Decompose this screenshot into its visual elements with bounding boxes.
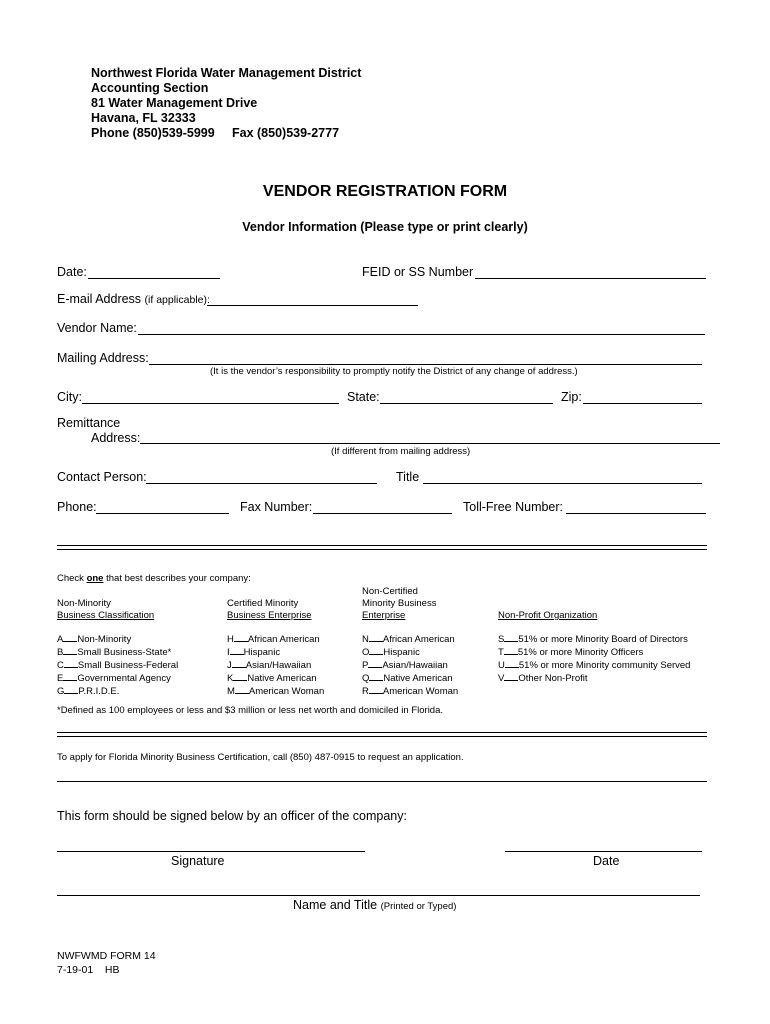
classification-option[interactable] [362, 672, 458, 685]
option-label: Governmental Agency [77, 673, 171, 684]
email-label-text: E-mail Address [57, 292, 142, 306]
classification-option[interactable] [498, 633, 690, 646]
check-one-emphasis: one [86, 573, 104, 584]
option-checkbox-blank[interactable] [64, 685, 78, 694]
state-label: State: [347, 390, 380, 404]
option-code: U [498, 660, 505, 671]
classification-option[interactable] [498, 672, 690, 685]
option-code: M [227, 686, 235, 697]
date-signed-field[interactable] [505, 851, 702, 852]
name-title-label [293, 898, 456, 912]
option-label: 51% or more Minority Officers [517, 647, 644, 658]
option-checkbox-blank[interactable] [505, 659, 519, 668]
classification-option[interactable] [227, 659, 324, 672]
classification-option[interactable] [57, 646, 178, 659]
contact-person-label: Contact Person: [57, 470, 147, 484]
signature-instruction: This form should be signed below by an officer of the company: [57, 809, 407, 823]
mailing-address-note: (It is the vendor’s responsibility to promptly notify the District of any change of address.) [210, 366, 578, 377]
option-label: Hispanic [243, 647, 281, 658]
option-code: I [227, 647, 230, 658]
option-checkbox-blank[interactable] [63, 633, 77, 642]
section-name: Accounting Section [91, 81, 209, 95]
option-checkbox-blank[interactable] [504, 633, 518, 642]
check-pre: Check [57, 573, 87, 584]
option-code: A [57, 634, 64, 645]
date-field[interactable] [88, 278, 220, 279]
email-label [57, 292, 210, 306]
col2-options [227, 633, 324, 698]
col1-heading-1: Non-Minority [57, 598, 111, 609]
footnote: *Defined as 100 employees or less and $3 million or less net worth and domiciled in Florida. [57, 705, 444, 716]
col1-heading-2: Business Classification [57, 610, 155, 621]
option-checkbox-blank[interactable] [504, 672, 518, 681]
option-code: R [362, 686, 369, 697]
option-label: Small Business-Federal [77, 660, 179, 671]
form-subtitle: Vendor Information (Please type or print clearly) [242, 220, 528, 234]
phone-label: Phone: [57, 500, 97, 514]
remittance-label: Remittance [57, 416, 121, 430]
classification-option[interactable] [362, 633, 458, 646]
classification-option[interactable] [57, 633, 178, 646]
option-label: Non-Minority [77, 634, 132, 645]
classification-option[interactable] [227, 633, 324, 646]
form-footer [57, 949, 156, 977]
name-title-note: (Printed or Typed) [380, 901, 457, 912]
option-label: American Woman [248, 686, 325, 697]
email-field[interactable] [207, 305, 418, 306]
form-id: NWFWMD FORM 14 [57, 950, 156, 962]
name-title-field[interactable] [57, 895, 700, 896]
option-label: Other Non-Profit [518, 673, 588, 684]
option-code: E [57, 673, 64, 684]
option-label: Asian/Hawaiian [382, 660, 448, 671]
tollfree-field[interactable] [566, 513, 706, 514]
classification-option[interactable] [498, 659, 690, 672]
classification-option[interactable] [362, 685, 458, 698]
option-code: P [362, 660, 369, 671]
section-divider-2 [57, 732, 707, 737]
col3-options [362, 633, 458, 698]
remittance-address-label: Address: [91, 431, 141, 445]
classification-option[interactable] [57, 659, 178, 672]
classification-option[interactable] [362, 646, 458, 659]
option-label: 51% or more Minority Board of Directors [518, 634, 688, 645]
state-field[interactable] [380, 403, 553, 404]
header-phone: Phone (850)539-5999 [91, 126, 215, 140]
classification-option[interactable] [498, 646, 690, 659]
col3-heading-2: Minority Business [362, 598, 437, 609]
signature-field[interactable] [57, 851, 365, 852]
fax-field[interactable] [313, 513, 452, 514]
title-label: Title [396, 470, 420, 484]
option-label: P.R.I.D.E. [78, 686, 120, 697]
feid-label: FEID or SS Number [362, 265, 474, 279]
option-label: African American [247, 634, 320, 645]
city-state-zip: Havana, FL 32333 [91, 111, 196, 125]
form-title: VENDOR REGISTRATION FORM [262, 183, 508, 200]
option-label: Native American [383, 673, 453, 684]
option-checkbox-blank[interactable] [369, 685, 383, 694]
certification-note: To apply for Florida Minority Business Certification, call (850) 487-0915 to request an application. [57, 752, 464, 763]
option-code: B [57, 647, 64, 658]
header-fax: Fax (850)539-2777 [232, 126, 340, 140]
remittance-address-field[interactable] [140, 443, 720, 444]
feid-field[interactable] [475, 278, 706, 279]
zip-label: Zip: [561, 390, 582, 404]
option-code: N [362, 634, 369, 645]
option-checkbox-blank[interactable] [232, 659, 246, 668]
vendor-name-field[interactable] [138, 334, 705, 335]
date-label: Date: [57, 265, 87, 279]
classification-option[interactable] [362, 659, 458, 672]
mailing-address-field[interactable] [149, 364, 702, 365]
option-code: S [498, 634, 505, 645]
classification-option[interactable] [227, 685, 324, 698]
classification-option[interactable] [227, 672, 324, 685]
city-label: City: [57, 390, 82, 404]
remittance-note: (If different from mailing address) [331, 446, 471, 457]
col2-heading-2: Business Enterprise [227, 610, 312, 621]
zip-field[interactable] [583, 403, 702, 404]
vendor-name-label: Vendor Name: [57, 321, 137, 335]
fax-label: Fax Number: [240, 500, 313, 514]
option-label: Hispanic [383, 647, 420, 658]
name-title-text: Name and Title [293, 898, 378, 912]
option-label: Native American [247, 673, 317, 684]
option-checkbox-blank[interactable] [64, 659, 78, 668]
classification-option[interactable] [57, 685, 178, 698]
section-divider [57, 545, 707, 550]
option-label: African American [382, 634, 455, 645]
phone-field[interactable] [96, 513, 229, 514]
col1-heading [57, 598, 154, 622]
option-label: Asian/Hawaiian [245, 660, 312, 671]
option-code: C [57, 660, 64, 671]
option-checkbox-blank[interactable] [230, 646, 244, 655]
col1-options [57, 633, 178, 698]
option-checkbox-blank[interactable] [235, 685, 249, 694]
option-checkbox-blank[interactable] [63, 672, 77, 681]
street-address: 81 Water Management Drive [91, 96, 258, 110]
city-field[interactable] [82, 403, 339, 404]
option-checkbox-blank[interactable] [233, 672, 247, 681]
mailing-address-label: Mailing Address: [57, 351, 149, 365]
option-code: T [498, 647, 504, 658]
option-checkbox-blank[interactable] [369, 646, 383, 655]
col3-heading-1: Non-Certified [362, 586, 418, 597]
classification-option[interactable] [227, 646, 324, 659]
check-one-instruction [57, 573, 251, 584]
option-code: H [227, 634, 234, 645]
option-label: Small Business-State* [77, 647, 172, 658]
form-revision: 7-19-01 HB [57, 964, 120, 976]
option-label: 51% or more Minority community Served [518, 660, 691, 671]
option-checkbox-blank[interactable] [369, 633, 383, 642]
col2-heading [227, 598, 311, 622]
title-field[interactable] [423, 483, 702, 484]
option-code: V [498, 673, 505, 684]
check-post: that best describes your company: [103, 573, 251, 584]
col3-heading [362, 586, 436, 622]
option-code: J [227, 660, 232, 671]
col4-heading: Non-Profit Organization [498, 610, 598, 621]
date-signed-label: Date [593, 854, 620, 868]
option-code: Q [362, 673, 370, 684]
option-checkbox-blank[interactable] [504, 646, 518, 655]
option-code: K [227, 673, 234, 684]
col3-heading-3: Enterprise [362, 610, 406, 621]
section-divider-3 [57, 781, 707, 782]
option-code: O [362, 647, 370, 658]
option-checkbox-blank[interactable] [63, 646, 77, 655]
contact-person-field[interactable] [146, 483, 377, 484]
classification-option[interactable] [57, 672, 178, 685]
option-code: G [57, 686, 65, 697]
col2-heading-1: Certified Minority [227, 598, 299, 609]
option-checkbox-blank[interactable] [234, 633, 248, 642]
option-checkbox-blank[interactable] [368, 659, 382, 668]
tollfree-label: Toll-Free Number: [463, 500, 564, 514]
email-note: (if applicable): [144, 294, 210, 306]
col4-options [498, 633, 690, 685]
district-name: Northwest Florida Water Management District [91, 66, 362, 80]
option-checkbox-blank[interactable] [369, 672, 383, 681]
signature-label: Signature [171, 854, 225, 868]
option-label: American Woman [382, 686, 459, 697]
